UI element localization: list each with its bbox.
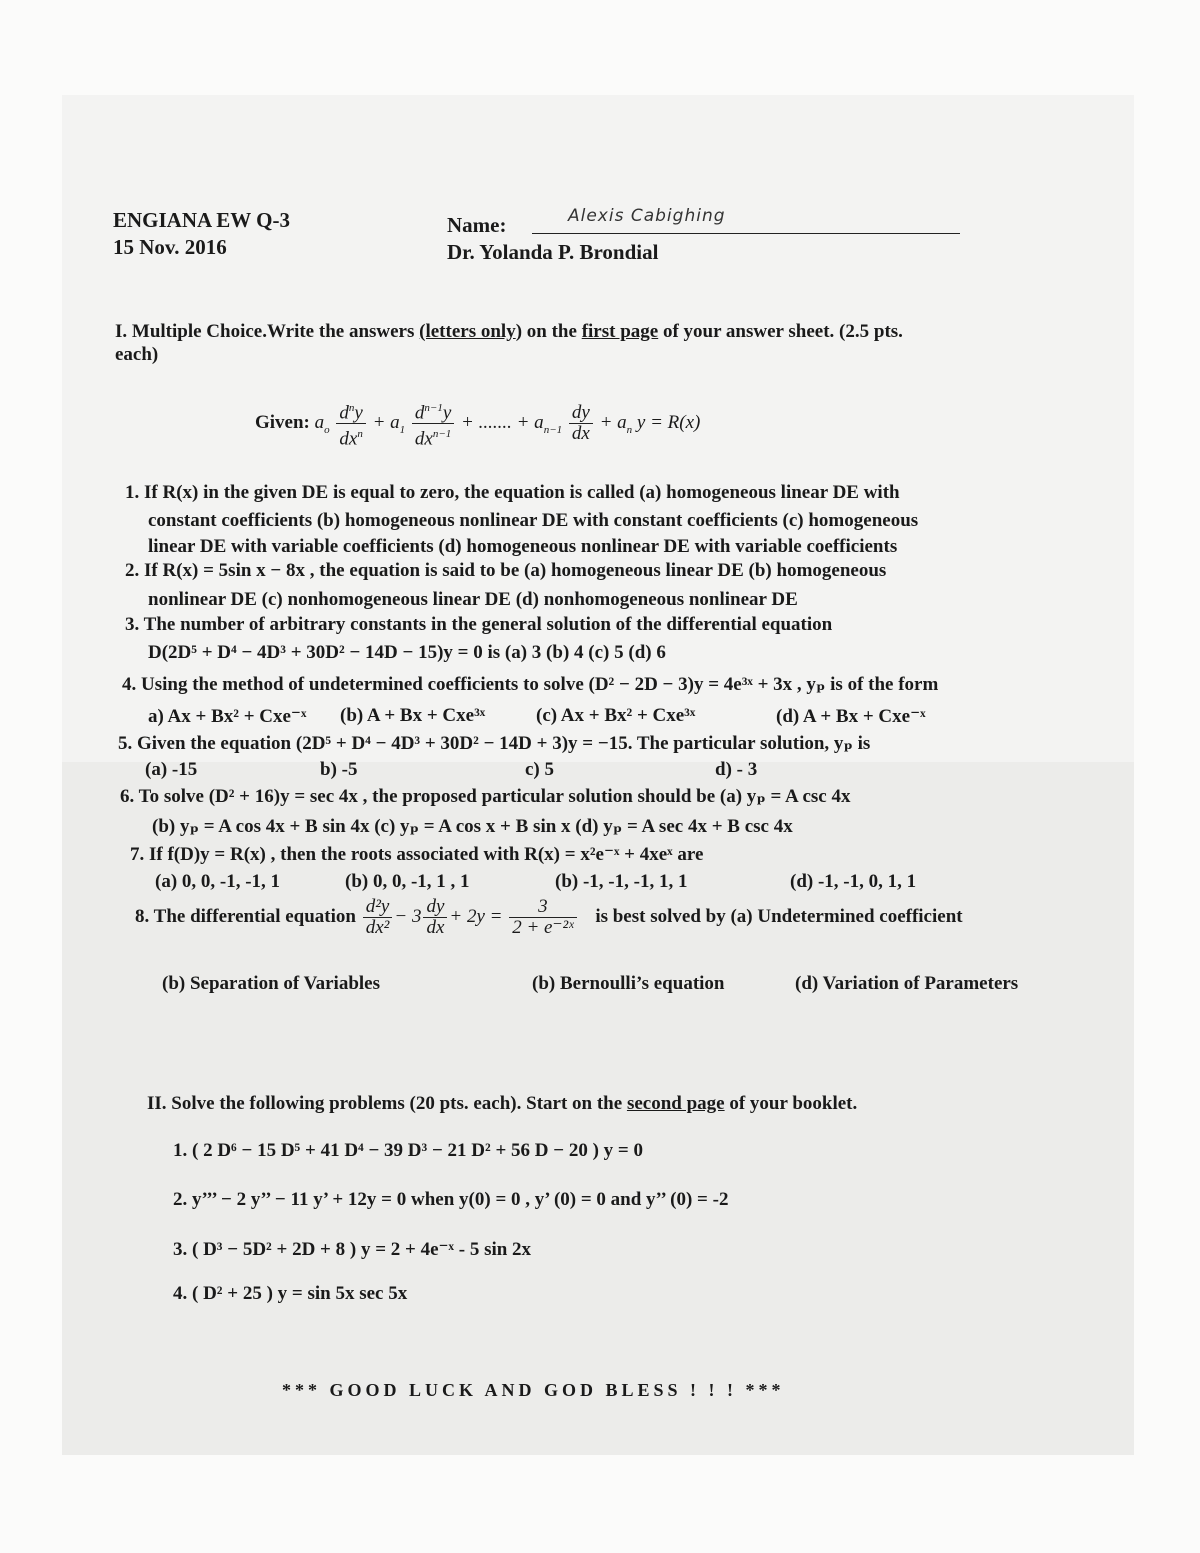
given-dx: dx (339, 428, 358, 450)
part1-instr-text: I. Multiple Choice.Write the answers (115, 321, 420, 342)
q4-option-a: a) Ax + Bx² + Cxe⁻ˣ (148, 706, 307, 727)
part2-instr-text: II. Solve the following problems (20 pts. each). Start on the (147, 1093, 627, 1114)
part1-instructions (115, 318, 903, 345)
problem-3: 3. ( D³ − 5D² + 2D + 8 ) y = 2 + 4e⁻ˣ - 5 sin 2x (173, 1239, 532, 1260)
q8-dx2: dx² (365, 917, 390, 938)
part2-instructions (147, 1093, 857, 1115)
given-frac-1: $\frac{d^ny}{dx^n}$ (336, 398, 365, 450)
q8-option-b: (b) Separation of Variables (162, 973, 380, 994)
given-a1: + $a_1$ (372, 412, 406, 436)
given-an: + $a_n$ (599, 412, 633, 436)
q8-suffix: is best solved by (a) Undetermined coefficient (595, 905, 963, 927)
q8-numerator: 3 (509, 897, 576, 918)
q7-option-a: (a) 0, 0, -1, -1, 1 (155, 871, 281, 892)
q8-line-1 (135, 897, 963, 938)
part1-instr-text-3: of your answer sheet. (2.5 pts. (658, 321, 903, 342)
q5-option-b: b) -5 (320, 759, 358, 780)
part1-first-page: first page (581, 321, 659, 342)
q8-frac-2: $\frac{dy}{dx}$ (423, 897, 447, 938)
q8-minus-3: − 3 (394, 905, 422, 927)
course-code: ENGIANA EW Q-3 (113, 208, 290, 232)
q4-option-d: (d) A + Bx + Cxe⁻ˣ (776, 706, 926, 727)
part2-second-page: second page (626, 1093, 725, 1114)
q8-plus-2y: + 2y = (449, 905, 503, 927)
q7-option-d: (d) -1, -1, 0, 1, 1 (790, 871, 917, 892)
given-n: n (348, 402, 355, 414)
name-line (532, 233, 960, 234)
q8-frac-1 (363, 897, 393, 938)
part1-letters-only: (letters only (419, 321, 516, 342)
q1-line-3: linear DE with variable coefficients (d) homogeneous nonlinear DE with variable coefficients (148, 536, 898, 557)
given-dots: + ....... + $a_{n-1}$ (461, 412, 563, 436)
given-frac-3: $\frac{dy}{dx}$ (569, 403, 593, 444)
given-n1: n−1 (424, 402, 443, 414)
q8-option-c: (b) Bernoulli’s equation (532, 973, 725, 994)
given-frac-2: $\frac{d^{n-1}y}{dx^{n-1}}$ (412, 398, 454, 450)
given-rhs: y = R(x) (636, 412, 701, 434)
problem-2: 2. y’’’ − 2 y’’ − 11 y’ + 12y = 0 when y(0) = 0 , y’ (0) = 0 and y’’ (0) = -2 (173, 1189, 729, 1210)
q6-line-2: (b) yₚ = A cos 4x + B sin 4x (c) yₚ = A cos x + B sin x (d) yₚ = A sec 4x + B csc 4x (152, 816, 793, 837)
q8-frac-rhs (509, 897, 576, 938)
q3-line-1: 3. The number of arbitrary constants in the general solution of the differential equation (125, 614, 833, 635)
given-equation (255, 398, 700, 450)
q5-option-d: d) - 3 (715, 759, 758, 780)
q7-option-c: (b) -1, -1, -1, 1, 1 (555, 871, 688, 892)
q2-line-2: nonlinear DE (c) nonhomogeneous linear DE (d) nonhomogeneous nonlinear DE (148, 589, 798, 610)
part1-instr-each: each) (115, 344, 159, 365)
q6-line-1: 6. To solve (D² + 16)y = sec 4x , the proposed particular solution should be (a) yₚ = A csc 4x (120, 786, 851, 807)
given-a0: $a_o$ (314, 412, 330, 436)
given-a1-text: + a (372, 412, 400, 434)
instructor-name: Dr. Yolanda P. Brondial (447, 240, 659, 264)
q5-option-a: (a) -15 (145, 759, 198, 780)
given-dots-text: + ....... + a (461, 412, 544, 434)
q5-line-1: 5. Given the equation (2D⁵ + D⁴ − 4D³ + 30D² − 14D + 3)y = −15. The particular solution, yₚ is (118, 733, 871, 754)
given-dy: dy (569, 403, 593, 424)
given-y: y (354, 402, 363, 424)
q8-d2y: d²y (363, 897, 393, 918)
given-an-text: + a (599, 412, 627, 434)
good-luck-footer: *** GOOD LUCK AND GOD BLESS ! ! ! *** (282, 1380, 785, 1400)
q1-line-2: constant coefficients (b) homogeneous nonlinear DE with constant coefficients (c) homogeneous (148, 510, 919, 531)
q7-line-1: 7. If f(D)y = R(x) , then the roots associated with R(x) = x²e⁻ˣ + 4xeˣ are (130, 844, 704, 865)
q2-line-1: 2. If R(x) = 5sin x − 8x , the equation is said to be (a) homogeneous linear DE (b) homogeneous (125, 560, 887, 581)
problem-4: 4. ( D² + 25 ) y = sin 5x sec 5x (173, 1283, 408, 1304)
q4-line-1: 4. Using the method of undetermined coefficients to solve (D² − 2D − 3)y = 4e³ˣ + 3x , yₚ is of the form (122, 674, 939, 695)
q7-option-b: (b) 0, 0, -1, 1 , 1 (345, 871, 470, 892)
exam-date: 15 Nov. 2016 (113, 235, 227, 259)
given-label: Given: (255, 412, 310, 434)
q5-option-c: c) 5 (525, 759, 555, 780)
part1-instr-text-2: ) on the (515, 321, 582, 342)
q3-line-2: D(2D⁵ + D⁴ − 4D³ + 30D² − 14D − 15)y = 0 is (a) 3 (b) 4 (c) 5 (d) 6 (148, 642, 666, 663)
name-label: Name: (447, 213, 507, 237)
q4-option-c: (c) Ax + Bx² + Cxe³ˣ (536, 705, 696, 726)
q8-prefix: 8. The differential equation (135, 905, 356, 927)
given-a0-text: a (314, 412, 325, 434)
part2-instr-text-2: of your booklet. (724, 1093, 858, 1114)
q4-option-b: (b) A + Bx + Cxe³ˣ (340, 705, 486, 726)
q8-denominator: 2 + e⁻²ˣ (512, 917, 574, 938)
problem-1: 1. ( 2 D⁶ − 15 D⁵ + 41 D⁴ − 39 D³ − 21 D² + 56 D − 20 ) y = 0 (173, 1140, 643, 1161)
handwritten-name: Alexis Cabighing (568, 206, 726, 226)
q1-line-1: 1. If R(x) in the given DE is equal to zero, the equation is called (a) homogeneous linear DE with (125, 482, 900, 503)
q8-option-d: (d) Variation of Parameters (795, 973, 1019, 994)
